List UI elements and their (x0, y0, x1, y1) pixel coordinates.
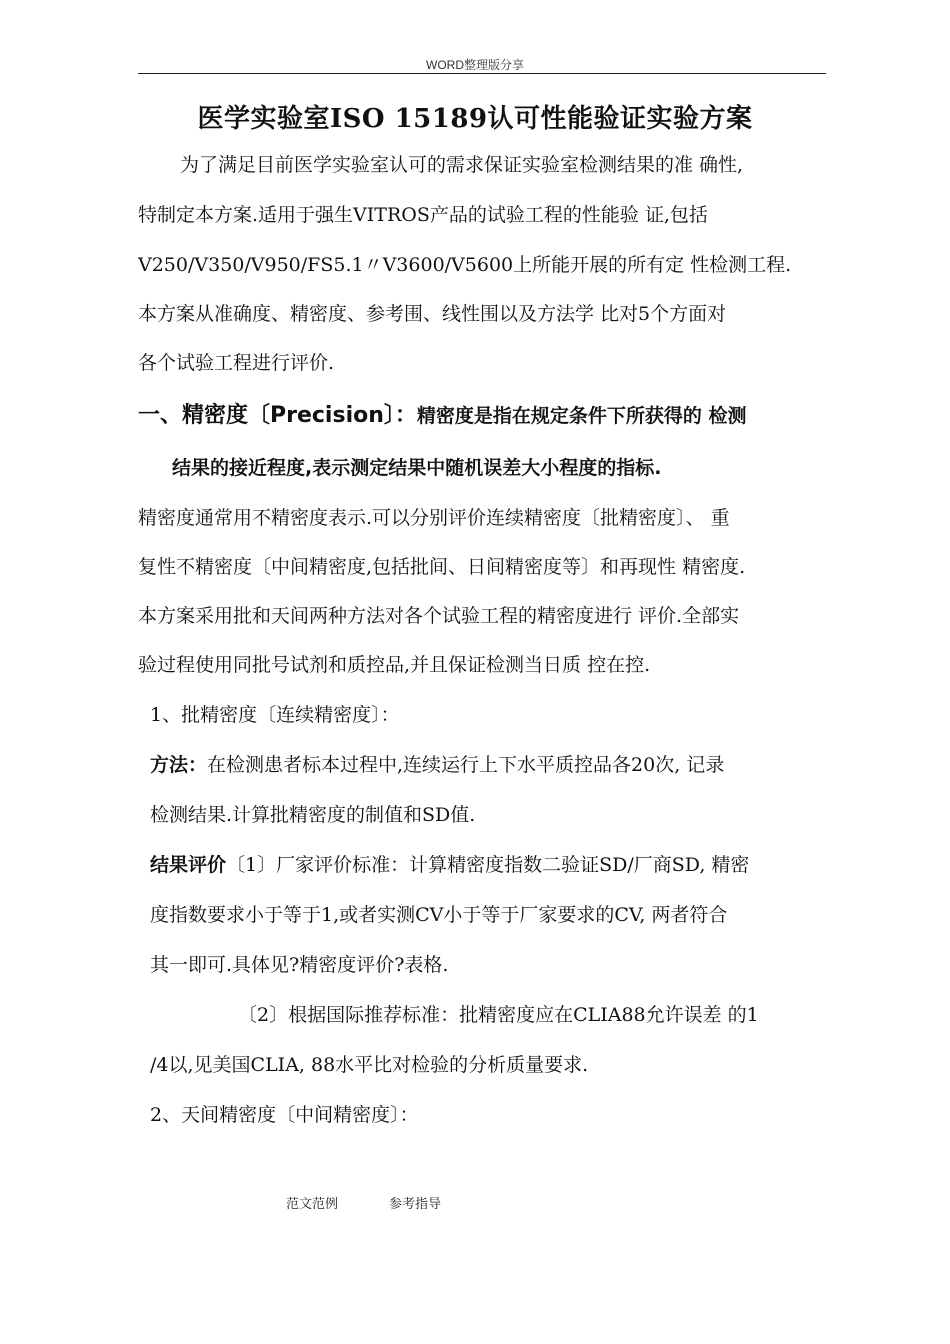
evaluation-line-3: 其一即可.具体见?精密度评价?表格. (150, 954, 449, 976)
method-label: 方法： (150, 754, 208, 776)
intro-line-2: 特制定本方案.适用于强生VITROS产品的试验工程的性能验 证,包括 (138, 204, 708, 226)
method-line-2: 检测结果.计算批精密度的制值和SD值. (150, 804, 476, 826)
footer-right: 参考指导 (389, 1196, 442, 1211)
header-divider (138, 73, 826, 74)
intro-line-3: V250/V350/V950/FS5.1〃V3600/V5600上所能开展的所有定 性检测工程. (138, 254, 792, 276)
intro-line-4: 本方案从准确度、精密度、参考围、线性围以及方法学 比对5个方面对 (138, 303, 727, 325)
document-title: 医学实验室ISO 15189认可性能验证实验方案 (197, 104, 753, 134)
section-1-body-line-1: 精密度通常用不精密度表示.可以分别评价连续精密度〔批精密度〕、 重 (138, 507, 730, 529)
evaluation-2-line-1: 〔2〕根据国际推荐标准：批精密度应在CLIA88允许误差 的1 (238, 1004, 759, 1026)
section-1-heading-rest: 精密度是指在规定条件下所获得的 检测 (416, 405, 747, 427)
evaluation-2-line-2: /4以,见美国CLIA, 88水平比对检验的分析质量要求. (150, 1054, 589, 1076)
evaluation-line-2: 度指数要求小于等于1,或者实测CV小于等于厂家要求的CV, 两者符合 (150, 904, 728, 926)
section-1-body-line-4: 验过程使用同批号试剂和质控品,并且保证检测当日质 控在控. (138, 654, 651, 676)
section-1-heading (138, 398, 747, 429)
section-1-heading-line-2: 结果的接近程度,表示测定结果中随机误差大小程度的指标. (172, 457, 662, 479)
subsection-2-title: 2、天间精密度〔中间精密度〕： (150, 1104, 419, 1126)
section-1-body-line-2: 复性不精密度〔中间精密度,包括批间、日间精密度等〕和再现性 精密度. (138, 556, 746, 578)
method-line-1 (150, 750, 724, 777)
method-text: 在检测患者标本过程中,连续运行上下水平质控品各20次, 记录 (207, 754, 725, 776)
subsection-1-title: 1、批精密度〔连续精密度〕： (150, 704, 400, 726)
evaluation-text: 〔1〕厂家评价标准：计算精密度指数二验证SD/厂商SD, 精密 (226, 854, 750, 876)
intro-line-5: 各个试验工程进行评价. (138, 352, 335, 374)
section-1-body-line-3: 本方案采用批和天间两种方法对各个试验工程的精密度进行 评价.全部实 (138, 605, 740, 627)
evaluation-line-1 (150, 850, 749, 877)
evaluation-label: 结果评价 (150, 854, 227, 876)
intro-line-1: 为了满足目前医学实验室认可的需求保证实验室检测结果的准 确性, (180, 154, 744, 176)
footer-left: 范文范例 (286, 1196, 339, 1211)
page-header: WORD整理版分享 (426, 58, 524, 72)
section-1-heading-prefix: 一、精密度〔Precision〕： (138, 403, 417, 428)
